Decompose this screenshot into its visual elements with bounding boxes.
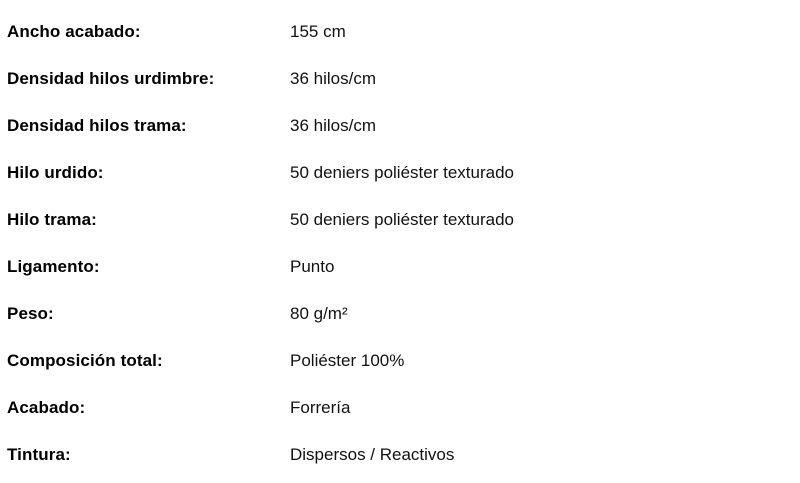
spec-label: Ancho acabado: xyxy=(7,21,141,41)
fabric-spec-table xyxy=(7,8,787,478)
spec-row-hilo-trama xyxy=(7,196,787,243)
spec-row-hilo-urdido xyxy=(7,149,787,196)
spec-label: Ligamento: xyxy=(7,256,100,276)
spec-value: 36 hilos/cm xyxy=(290,68,376,88)
spec-label: Peso: xyxy=(7,303,54,323)
spec-value: Dispersos / Reactivos xyxy=(290,444,455,464)
spec-label: Hilo urdido: xyxy=(7,162,104,182)
spec-value: Forrería xyxy=(290,397,351,417)
spec-label: Tintura: xyxy=(7,444,71,464)
spec-row-densidad-urdimbre xyxy=(7,55,787,102)
spec-row-densidad-trama xyxy=(7,102,787,149)
spec-row-tintura xyxy=(7,431,787,478)
spec-value: Poliéster 100% xyxy=(290,350,405,370)
spec-value: 50 deniers poliéster texturado xyxy=(290,209,514,229)
spec-label: Hilo trama: xyxy=(7,209,97,229)
spec-value: 80 g/m² xyxy=(290,303,348,323)
spec-label: Densidad hilos urdimbre: xyxy=(7,68,215,88)
spec-row-peso xyxy=(7,290,787,337)
spec-label: Densidad hilos trama: xyxy=(7,115,187,135)
spec-value: 155 cm xyxy=(290,21,346,41)
spec-row-ligamento xyxy=(7,243,787,290)
spec-label: Acabado: xyxy=(7,397,86,417)
spec-row-ancho-acabado xyxy=(7,8,787,55)
spec-row-acabado xyxy=(7,384,787,431)
spec-value: 36 hilos/cm xyxy=(290,115,376,135)
spec-label: Composición total: xyxy=(7,350,163,370)
spec-value: 50 deniers poliéster texturado xyxy=(290,162,514,182)
spec-row-composicion xyxy=(7,337,787,384)
spec-value: Punto xyxy=(290,256,335,276)
